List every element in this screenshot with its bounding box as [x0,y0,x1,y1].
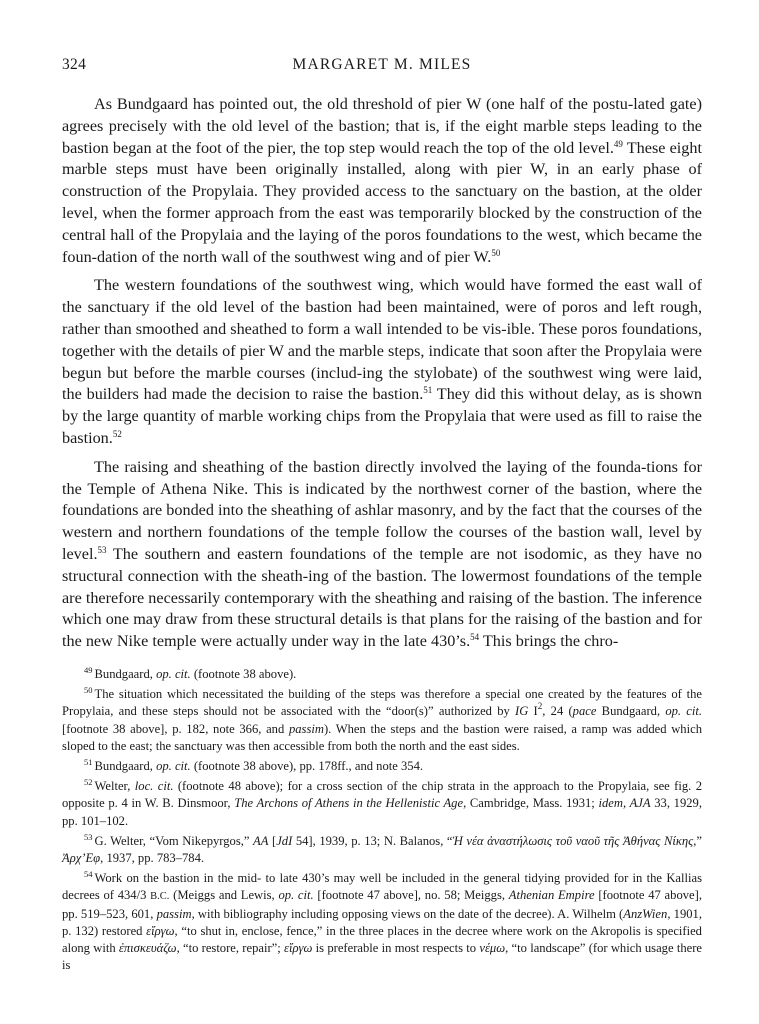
text: , “to landscape” (for which usage there is [62,941,702,973]
text: As Bundgaard has pointed out, the old threshold of pier W (one half of the postu-lated gate) agrees precisely with the old level of the bastion; that is, if the eight marble steps leading to the bastion began at the foot of the pier, the top step would reach the top of the old level. [62,95,702,157]
text: Welter, [94,779,135,794]
text: (footnote 48 above); for a cross section of the chip strata in the approach to the Propylaia, see fig. 2 opposite p. 4 in W. B. Dinsmoor, [62,779,703,811]
text: 33, 1929, pp. 101–102. [62,796,702,828]
main-text [62,94,702,653]
footnote-ref-54[interactable]: 54 [470,632,480,643]
text-italic: op. cit. [278,888,314,903]
footnote-number: 49 [84,665,93,675]
text-italic: AA [253,833,269,848]
footnote-ref-49[interactable]: 49 [613,138,623,149]
text-italic: passim [156,906,192,921]
text: , 1901, p. 132) restored [62,906,702,938]
text-italic: passim [288,721,324,736]
text: The southern and eastern foundations of the temple are not isodomic, as they have no structural connection with the sheath-ing of the bastion. The lowermost foundations of the temple are therefore necessarily contemporary with the sheathing and raising of the bastion. The inference which one may draw from these structural details is that plans for the raising of the bastion and for the new Nike temple were actually under way in the late 430’s. [62,544,702,651]
footnote-ref-50[interactable]: 50 [491,247,501,258]
text: is preferable in most respects to [312,941,480,956]
footnote-number: 52 [84,777,93,788]
footnote-number: 51 [84,757,93,768]
superscript: 2 [537,701,543,712]
paragraph-1 [62,94,702,268]
text: , 24 ( [542,704,573,719]
text-italic: idem, AJA [598,796,651,811]
text-italic: AnzWien [623,906,668,921]
text: , “to shut in, enclose, fence,” in the three places in the decree where work on the Akropolis is specified along with [62,923,702,956]
text-italic: IG [515,704,529,719]
text: , “to restore, repair”; [176,941,285,956]
paragraph-3 [62,457,702,653]
text: I [528,704,538,719]
footnote-52 [62,778,702,830]
text: [footnote 38 above], p. 182, note 366, and [62,721,289,736]
text: , Cambridge, Mass. 1931; [463,796,599,811]
running-header [62,56,702,78]
footnote-ref-53[interactable]: 53 [97,544,107,555]
footnote-49 [62,666,702,683]
footnotes [62,666,702,974]
footnote-ref-52[interactable]: 52 [112,428,122,439]
text: , 1937, pp. 783–784. [100,851,205,866]
text-italic: Athenian Empire [508,888,595,903]
footnote-number: 54 [84,869,93,880]
text: The raising and sheathing of the bastion directly involved the laying of the founda-tions for the Temple of Athena Nike. This is indicated by the northwest corner of the bastion, where the foundations are bonded into the sheathing of ashlar masonry, and by the fact that the courses of the western and northern foundations of the temple follow the courses of the bastion wall, level by level. [62,457,702,563]
greek-word: νέμω [479,941,506,956]
text: Bundgaard, [94,667,157,681]
text: Bundgaard, [596,704,666,719]
footnote-50 [62,686,702,755]
text: These eight marble steps must have been originally installed, along with pier W, in an early phase of construction of the Propylaia. They provided access to the sanctuary on the bastion, at the older level, when the former approach from the east was temporarily blocked by the construction of the central hall of the Propylaia and the laying of the poros foundations to the west, which became the foun-dation of the north wall of the southwest wing and of pier W. [62,138,702,266]
text-italic: op. cit. [665,704,703,719]
text: Work on the bastion in the mid- to late 430’s may well be included in the general tidying provided for in the Kallias decrees of 434/3 [62,871,702,903]
text: , with bibliography including opposing views on the date of the decree). A. Wilhelm ( [191,906,624,921]
text: [footnote 47 above], no. 58; Meiggs, [313,888,509,903]
greek-word: εἴργω [146,923,175,938]
footnote-number: 53 [84,831,93,842]
text-italic: pace [572,704,597,719]
text: [ [268,833,277,848]
text: The western foundations of the southwest wing, which would have formed the east wall of the sanctuary if the old level of the bastion had been maintained, were of poros and left rough, rather than smoothed and sheathed to form a wall intended to be vis-ible. These poros foundations, together with the details of pier W and the marble steps, indicate that soon after the Propylaia were begun but before the marble courses (includ-ing the stylobate) of the southwest wing were laid, the builders had made the decision to raise the bastion. [62,276,702,404]
text: 54], 1939, p. 13; N. Balanos, “ [292,833,453,848]
footnote-51 [62,758,702,775]
greek-title: Ἡ νέα ἀναστήλωσις τοῦ ναοῦ τῆς Ἀθήνας Νίκης [452,833,694,848]
text: The situation which necessitated the building of the steps was therefore a special one created by the features of the Propylaia, and these steps should not be associated with the “door(s)” authorized by [62,687,702,719]
text: [footnote 47 above], pp. 519–523, 601, [62,888,702,921]
greek-word: εἴργω [284,941,313,956]
text-italic: The Archons of Athens in the Hellenistic Age [234,796,464,811]
greek-word: ἐπισκευάζω [118,941,177,956]
text: They did this without delay, as is shown by the large quantity of marble working chips from the Propylaia that were used as fill to raise the bastion. [62,385,702,447]
text-italic: op. cit. [156,667,191,681]
text: This brings the chro- [479,632,619,651]
footnote-ref-51[interactable]: 51 [423,385,433,396]
small-caps-era: B.C. [150,891,170,903]
text: (Meiggs and Lewis, [169,888,279,903]
text: G. Welter, “Vom Nikepyrgos,” [94,833,254,848]
text-italic: JdI [276,833,293,848]
text: (footnote 38 above), pp. 178ff., and note 354. [190,759,424,774]
text: (footnote 38 above). [190,667,297,681]
text-italic: op. cit. [156,759,191,774]
text: ,” [693,833,702,848]
running-head-author: MARGARET M. MILES [292,56,472,73]
text-italic: loc. cit. [134,779,174,794]
text: ). When the steps and the bastion were raised, a ramp was added which sloped to the east; the sanctuary was then accessible from both the north and the east sides. [62,721,702,753]
text-italic: Ἀρχ’Εφ [62,851,101,866]
footnote-number: 50 [84,685,93,696]
page-number: 324 [62,56,87,73]
paragraph-2 [62,275,702,449]
footnote-54 [62,870,702,974]
footnote-53 [62,833,702,867]
text: Bundgaard, [94,759,157,774]
